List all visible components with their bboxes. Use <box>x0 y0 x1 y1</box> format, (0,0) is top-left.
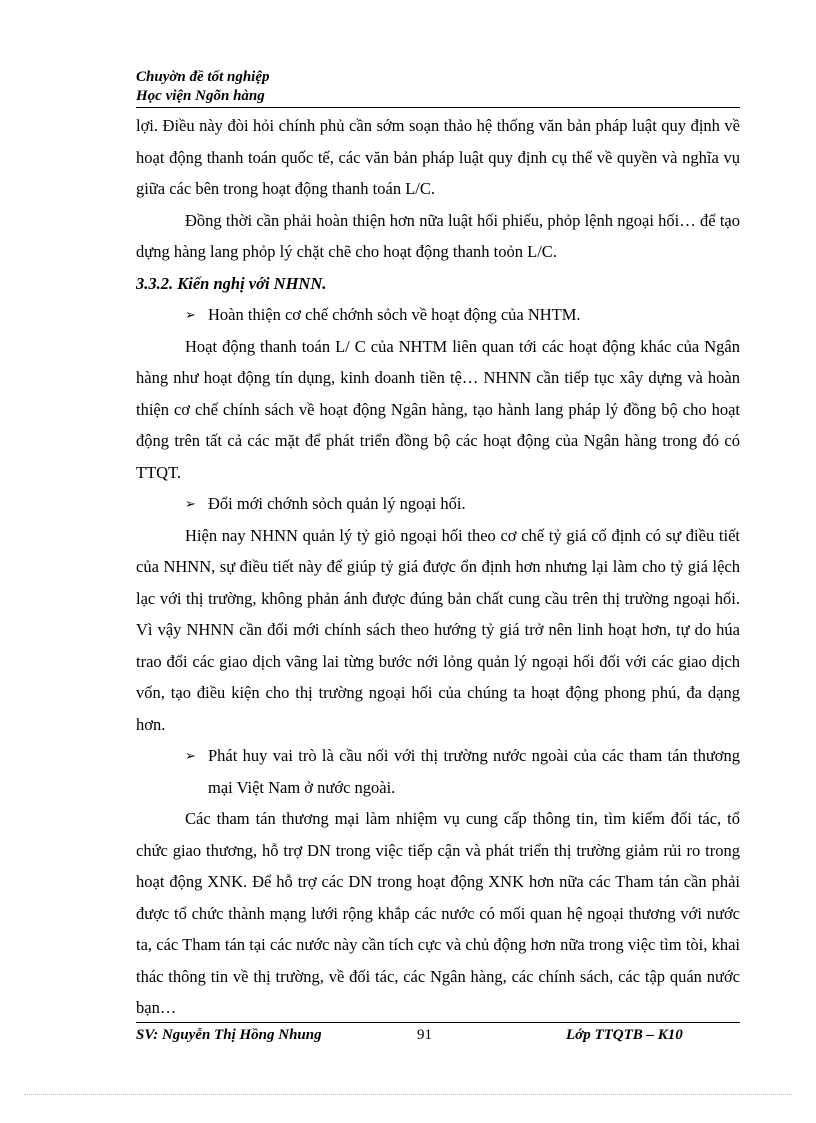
bullet-item-1 <box>136 299 740 331</box>
bullet-item-2-text: Đổi mới chớnh sỏch quản lý ngoại hối. <box>208 494 466 513</box>
paragraph-5: Các tham tán thương mại làm nhiệm vụ cung cấp thông tin, tìm kiếm đối tác, tổ chức giao thương, hỗ trợ DN trong việc tiếp cận và phát triển thị trường giảm rủi ro trong hoạt động XNK. Để hỗ trợ các DN trong hoạt động XNK hơn nữa các Tham tán cần phải được tổ chức thành mạng lưới rộng khắp các nước có mối quan hệ ngoại thương với nước ta, các Tham tán tại các nước này cần tích cực và chủ động hơn nữa trong việc tìm tòi, khai thác thông tin về thị trường, về đối tác, các Ngân hàng, các chính sách, các tập quán nước bạn… <box>136 809 740 1017</box>
header-thesis-title: Chuyờn đề tốt nghiệp <box>136 69 270 85</box>
paragraph-3: Hoạt động thanh toán L/ C của NHTM liên quan tới các hoạt động khác của Ngân hàng như hoạt động tín dụng, kinh doanh tiền tệ… NHNN cần tiếp tục xây dựng và hoàn thiện cơ chế chính sách về hoạt động Ngân hàng, tạo hành lang pháp lý đồng bộ cho hoạt động trên tất cả các mặt để phát triển đồng bộ các hoạt động của Ngân hàng trong đó có TTQT. <box>136 336 740 482</box>
arrowhead-bullet-icon: ➢ <box>185 748 196 763</box>
footer-student-name: SV: Nguyễn Thị Hồng Nhung <box>136 1027 322 1043</box>
paragraph-4: Hiện nay NHNN quản lý tỷ giỏ ngoại hối theo cơ chế tỷ giá cố định có sự điều tiết của NHNN, sự điều tiết này để giúp tỷ giá được ổn định hơn nhưng lại làm cho tỷ giá lệch lạc với thị trường, không phản ánh được đúng bản chất cung cầu trên thị trường ngoại hối. Vì vậy NHNN cần đổi mới chính sách theo hướng tỷ giá trở nên linh hoạt hơn, tự do húa trao đổi các giao dịch vãng lai từng bước nới lỏng quản lý ngoại hối đối với các giao dịch vốn, tạo điều kiện cho thị trường ngoại hối của chúng ta hoạt động phong phú, đa dạng hơn. <box>136 525 740 734</box>
header-divider <box>136 107 740 108</box>
footer-class: Lớp TTQTB – K10 <box>566 1027 683 1043</box>
bullet-item-2 <box>136 488 740 520</box>
header-institution: Học viện Ngõn hàng <box>136 88 265 104</box>
arrowhead-bullet-icon: ➢ <box>185 496 196 511</box>
bullet-item-1-text: Hoàn thiện cơ chế chớnh sỏch về hoạt động của NHTM. <box>208 305 581 324</box>
paragraph-1: lợi. Điều này đòi hỏi chính phủ cần sớm soạn thảo hệ thống văn bản pháp luật quy định về hoạt động thanh toán quốc tế, các văn bản pháp luật quy định cụ thể về quyền và nghĩa vụ giữa các bên trong hoạt động thanh toán L/C. <box>136 116 740 198</box>
footer-divider <box>136 1022 740 1023</box>
bullet-item-3-text: Phát huy vai trò là cầu nối với thị trường nước ngoài của các tham tán thương mại Việt Nam ở nước ngoài. <box>208 746 740 797</box>
page-number: 91 <box>417 1027 432 1043</box>
page-footer <box>136 1027 740 1049</box>
bullet-item-3 <box>136 740 740 803</box>
section-heading: 3.3.2. Kiến nghị với NHNN. <box>136 273 327 293</box>
paragraph-2: Đồng thời cần phải hoàn thiện hơn nữa luật hối phiếu, phỏp lệnh ngoại hối… để tạo dựng hàng lang phỏp lý chặt chẽ cho hoạt động thanh toỏn L/C. <box>136 210 740 261</box>
page-header <box>136 68 740 106</box>
page-bottom-dotted-border <box>24 1094 792 1095</box>
arrowhead-bullet-icon: ➢ <box>185 307 196 322</box>
document-body <box>136 110 740 1024</box>
